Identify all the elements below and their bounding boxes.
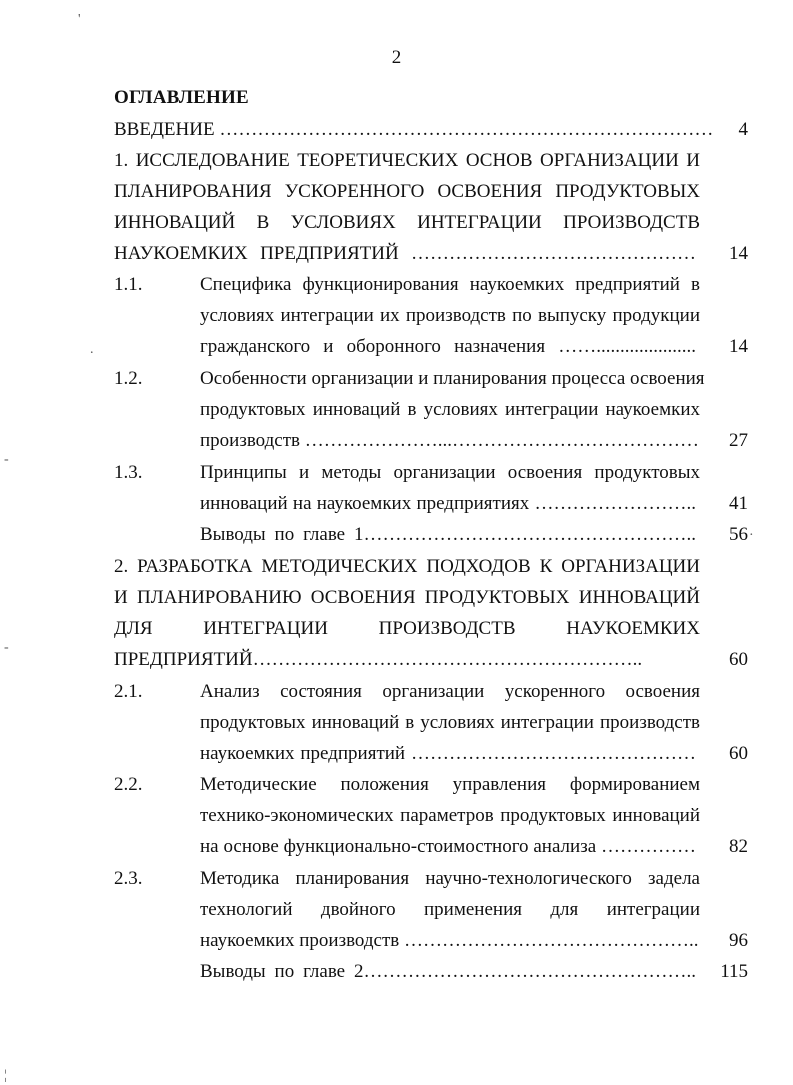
toc-chapter2-line2[interactable]: И ПЛАНИРОВАНИЮ ОСВОЕНИЯ ПРОДУКТОВЫХ ИННОВАЦИЙ xyxy=(114,587,700,608)
toc-heading: ОГЛАВЛЕНИЕ xyxy=(114,87,249,108)
toc-page-section-2-1: 60 xyxy=(729,743,748,764)
toc-chapter2-line1[interactable]: 2. РАЗРАБОТКА МЕТОДИЧЕСКИХ ПОДХОДОВ К ОРГАНИЗАЦИИ xyxy=(114,556,700,577)
toc-section-1-1-line1[interactable]: Специфика функционирования наукоемких предприятий в xyxy=(200,274,700,295)
toc-section-2-1-line1[interactable]: Анализ состояния организации ускоренного освоения xyxy=(200,681,700,702)
scan-speck: · xyxy=(749,528,754,543)
toc-page-section-1-2: 27 xyxy=(729,430,748,451)
scan-speck: . xyxy=(90,342,94,357)
toc-page-section-2-3: 96 xyxy=(729,930,748,951)
toc-section-2-3-line1[interactable]: Методика планирования научно-технологического задела xyxy=(200,868,700,889)
toc-section-1-2-line3[interactable]: производств …………………...………………………………… xyxy=(200,430,700,451)
toc-section-2-2-line1[interactable]: Методические положения управления формированием xyxy=(200,774,700,795)
toc-page-chapter1: 14 xyxy=(729,243,748,264)
toc-chapter2-line4[interactable]: ПРЕДПРИЯТИЙ…………………………………………………….. xyxy=(114,649,643,670)
toc-chapter1-line1[interactable]: 1. ИССЛЕДОВАНИЕ ТЕОРЕТИЧЕСКИХ ОСНОВ ОРГАНИЗАЦИИ И xyxy=(114,150,700,171)
toc-chapter2-line3[interactable]: ДЛЯ ИНТЕГРАЦИИ ПРОИЗВОДСТВ НАУКОЕМКИХ xyxy=(114,618,700,639)
toc-section-2-3-line2[interactable]: технологий двойного применения для интеграции xyxy=(200,899,700,920)
toc-section-1-1-line2[interactable]: условиях интеграции их производств по выпуску продукции xyxy=(200,305,700,326)
toc-section-number: 1.3. xyxy=(114,462,143,483)
toc-chapter1-line3[interactable]: ИННОВАЦИЙ В УСЛОВИЯХ ИНТЕГРАЦИИ ПРОИЗВОДСТВ xyxy=(114,212,700,233)
toc-section-number: 2.2. xyxy=(114,774,143,795)
toc-entry-intro-text: ВВЕДЕНИЕ …………………………………………………………………… xyxy=(114,119,714,140)
toc-page-section-1-3: 41 xyxy=(729,493,748,514)
toc-section-2-2-line3[interactable]: на основе функционально-стоимостного анализа …………… xyxy=(200,836,696,857)
toc-section-2-2-line2[interactable]: технико-экономических параметров продуктовых инноваций xyxy=(200,805,700,826)
toc-section-2-1-line3[interactable]: наукоемких предприятий ……………………………………… xyxy=(200,743,696,764)
toc-section-number: 1.1. xyxy=(114,274,143,295)
toc-page-intro: 4 xyxy=(738,119,748,140)
scan-speck: - xyxy=(4,452,9,467)
toc-conclusion-chapter2[interactable]: Выводы по главе 2…………………………………………….. xyxy=(200,961,696,982)
scan-speck: ¦ xyxy=(4,1068,7,1083)
toc-section-1-1-line3[interactable]: гражданского и оборонного назначения ……..................... xyxy=(200,336,696,357)
toc-conclusion-chapter1[interactable]: Выводы по главе 1…………………………………………….. xyxy=(200,524,696,545)
toc-page-conclusion-chapter1: 56 xyxy=(729,524,748,545)
toc-section-1-2-line2[interactable]: продуктовых инноваций в условиях интеграции наукоемких xyxy=(200,399,700,420)
toc-page-section-2-2: 82 xyxy=(729,836,748,857)
scan-speck: ' xyxy=(78,12,81,27)
toc-page-chapter2: 60 xyxy=(729,649,748,670)
toc-page-conclusion-chapter2: 115 xyxy=(720,961,748,982)
toc-chapter1-line2[interactable]: ПЛАНИРОВАНИЯ УСКОРЕННОГО ОСВОЕНИЯ ПРОДУКТОВЫХ xyxy=(114,181,700,202)
toc-section-number: 2.1. xyxy=(114,681,143,702)
scan-speck: - xyxy=(4,640,9,655)
toc-section-2-1-line2[interactable]: продуктовых инноваций в условиях интеграции производств xyxy=(200,712,700,733)
toc-section-1-2-line1[interactable]: Особенности организации и планирования процесса освоения xyxy=(200,368,705,389)
page-number: 2 xyxy=(391,47,402,68)
toc-page-section-1-1: 14 xyxy=(729,336,748,357)
toc-section-number: 1.2. xyxy=(114,368,143,389)
toc-section-2-3-line3[interactable]: наукоемких производств ……………………………………….. xyxy=(200,930,699,951)
toc-section-1-3-line1[interactable]: Принципы и методы организации освоения продуктовых xyxy=(200,462,700,483)
toc-entry-intro[interactable] xyxy=(114,117,714,143)
toc-section-1-3-line2[interactable]: инноваций на наукоемких предприятиях …………………….. xyxy=(200,493,696,514)
toc-section-number: 2.3. xyxy=(114,868,143,889)
toc-chapter1-line4[interactable]: НАУКОЕМКИХ ПРЕДПРИЯТИЙ ……………………………………… xyxy=(114,243,696,264)
